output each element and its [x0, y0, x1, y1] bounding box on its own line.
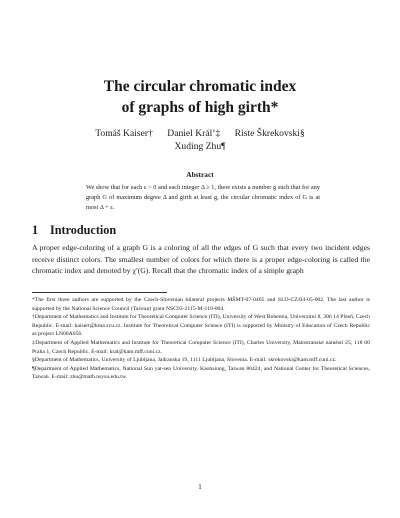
- title-line-1: The circular chromatic index: [103, 78, 297, 95]
- authors-row-1: Tomáš Kaiser† Daniel Král’‡ Riste Škrekovski§: [95, 128, 305, 139]
- footnote-funding: *The first three authors are supported by the Czech-Slovenian bilateral projects MŠMT-07-0405 and SLO-CZ/04-05-002. The last author is supported by the National Science Council (Taiwan) grant NSC93-2115-M-110-004.: [32, 297, 370, 312]
- footnotes: [32, 296, 370, 382]
- abstract-text: We show that for each ε > 0 and each integer Δ ≥ 1, there exists a number g such that for any graph G of maximum degree Δ and girth at least g, the circular chromatic index of G is at most Δ + ε.: [86, 184, 320, 211]
- footnote-rule: [32, 292, 167, 293]
- section-title: Introduction: [50, 223, 117, 237]
- section-heading: [32, 223, 116, 238]
- intro-paragraph: A proper edge-coloring of a graph G is a coloring of all the edges of G such that every two incident edges receive distinct colors. The smallest number of colors for which there is a proper edge-coloring is called the chromatic index and denoted by χ′(G). Recall that the chromatic index of a simple graph: [32, 243, 370, 276]
- title-line-2: of graphs of high girth*: [121, 99, 279, 116]
- section-number: 1: [32, 223, 39, 237]
- footnote-kaiser: †Department of Mathematics and Institute for Theoretical Computer Science (ITI), University of West Bohemia, Univerzitní 8, 306 14 Plzeň, Czech Republic. E-mail: kaisert@kma.zcu.cz. Institute for Theoretical Computer Science (ITI) is supported by Ministry of Education of Czech Republic as project LN00A056.: [32, 314, 370, 338]
- footnote-skrekovski: §Department of Mathematics, University of Ljubljana, Jadranska 19, 1111 Ljubljana, Slovenia. E-mail: skrekovski@kam.mff.cuni.cz.: [32, 357, 337, 364]
- abstract-heading: Abstract: [186, 170, 214, 179]
- page-number: 1: [198, 482, 202, 491]
- authors-row-2: Xuding Zhu¶: [174, 141, 226, 152]
- paper-title: [0, 76, 400, 118]
- footnote-kral: ‡Department of Applied Mathematics and Institute for Theoretical Computer Science (ITI), Charles University, Malostranské náměstí 25, 118 00 Praha 1, Czech Republic. E-mail: kral@kam.mff.cuni.cz.: [32, 339, 370, 355]
- footnote-zhu: ¶Department of Applied Mathematics, National Sun yat-sen University, Kaohsiung, Taiwan 80424, and National Center for Theoretical Sciences, Taiwan. E-mail: zhu@math.nsysu.edu.tw.: [32, 365, 370, 381]
